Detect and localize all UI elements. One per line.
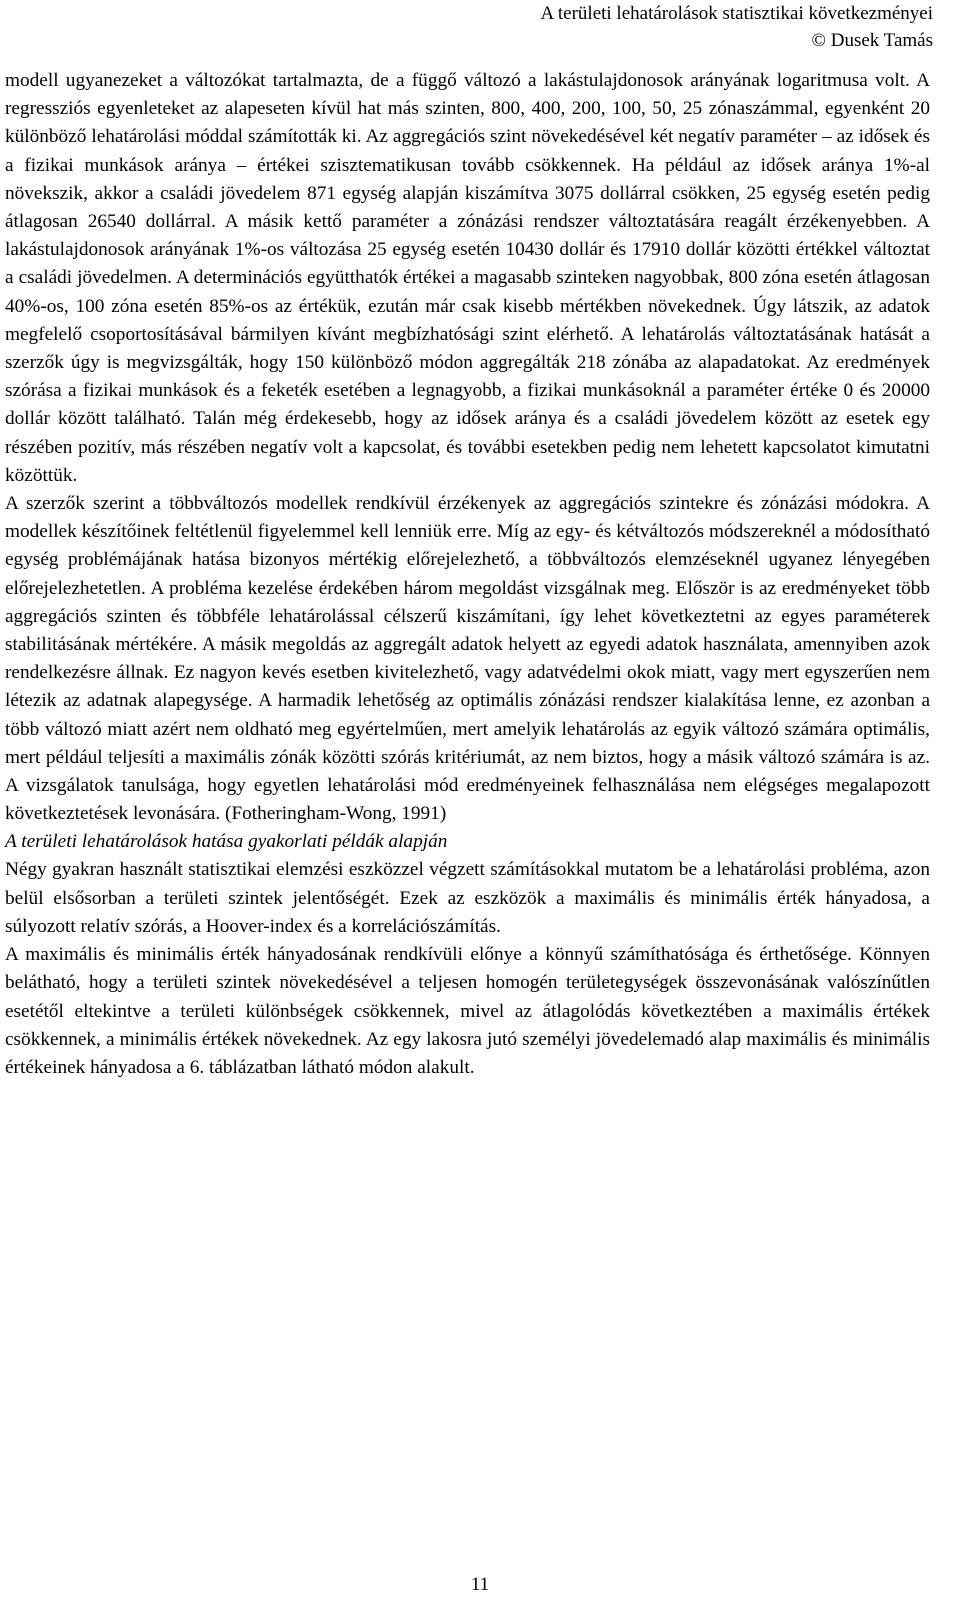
paragraph-3: Négy gyakran használt statisztikai elemzési eszközzel végzett számításokkal mutatom be a lehatárolási probléma, azon belül elsősorban a területi szintek jelentőségét. Ezek az eszközök a maximális és minimális érték hányadosa, a súlyozott relatív szórás, a Hoover-index és a korrelációszámítás. [5,859,930,937]
running-header [233,0,933,54]
body-text [5,67,930,1082]
paragraph-2: A szerzők szerint a többváltozós modellek rendkívül érzékenyek az aggregációs szintekre és zónázási módokra. A modellek készítőinek feltétlenül figyelemmel kell lenniük erre. Míg az egy- és kétváltozós módszereknél a módosítható egység problémájának hatása bizonyos mértékig előrejelezhető, a többváltozós elemzéseknél ugyanez lényegében előrejelezhetetlen. A probléma kezelése érdekében három megoldást vizsgálnak meg. Először is az eredményeket több aggregációs szinten és többféle lehatárolással célszerű kiszámítani, így lehet következtetni az egyes paraméterek stabilitásának mértékére. A másik megoldás az aggregált adatok helyett az egyedi adatok használata, amennyiben azok rendelkezésre állnak. Ez nagyon kevés esetben kivitelezhető, vagy adatvédelmi okok miatt, vagy mert egyszerűen nem létezik az adatnak alapegysége. A harmadik lehetőség az optimális zónázási rendszer kialakítása lenne, ez azonban a több változó miatt azért nem oldható meg egyértelműen, mert amelyik lehatárolás az egyik változó számára optimális, mert például teljesíti a maximális zónák közötti szórás kritériumát, az nem biztos, hogy a másik változó számára is az. A vizsgálatok tanulsága, hogy egyetlen lehatárolási mód eredményeinek felhasználása nem elégséges megalapozott következtetések levonására. (Fotheringham-Wong, 1991) [5,493,930,825]
paragraph-1: modell ugyanezeket a változókat tartalmazta, de a függő változó a lakástulajdonosok arányának logaritmusa volt. A regressziós egyenleteket az alapeseten kívül hat más szinten, 800, 400, 200, 100, 50, 25 zónaszámmal, egyenként 20 különböző lehatárolási móddal számították ki. Az aggregációs szint növekedésével két negatív paraméter – az idősek és a fizikai munkások aránya – értékei szisztematikusan tovább csökkennek. Ha például az idősek aránya 1%-al növekszik, akkor a családi jövedelem 871 egység alapján kiszámítva 3075 dollárral csökken, 25 egység esetén pedig átlagosan 26540 dollárral. A másik kettő paraméter a zónázási rendszer változtatására reagált érzékenyebben. A lakástulajdonosok arányának 1%-os változása 25 egység esetén 10430 dollár és 17910 dollár közötti értékkel változtat a családi jövedelmen. A determinációs együtthatók értékei a magasabb szinteken nagyobbak, 800 zóna esetén átlagosan 40%-os, 100 zóna esetén 85%-os az értékük, ezután már csak kisebb mértékben növekednek. Úgy látszik, az adatok megfelelő csoportosításával bármilyen kívánt megbízhatósági szint elérhető. A lehatárolás változtatásának hatását a szerzők úgy is megvizsgálták, hogy 150 különböző módon aggregálták 218 zónába az alapadatokat. Az eredmények szórása a fizikai munkások és a feketék esetében a legnagyobb, a fizikai munkásoknál a paraméter értéke 0 és 20000 dollár között található. Talán még érdekesebb, hogy az idősek aránya és a családi jövedelem között az esetek egy részében pozitív, más részében negatív volt a kapcsolat, és további esetekben pedig nem lehetett kapcsolatot kimutatni közöttük. [5,70,930,486]
header-title: A területi lehatárolások statisztikai következményei [540,3,933,24]
section-heading: A területi lehatárolások hatása gyakorlati példák alapján [5,831,448,853]
header-author: © Dusek Tamás [811,30,933,51]
page-number: 11 [470,1574,490,1595]
paragraph-4: A maximális és minimális érték hányadosának rendkívüli előnye a könnyű számíthatósága és érthetősége. Könnyen belátható, hogy a területi szintek növekedésével a teljesen homogén területegységek összevonásának valószínűtlen esetétől eltekintve a területi különbségek csökkennek, mivel az átlagolódás következtében a maximális értékek csökkennek, a minimális értékek növekednek. Az egy lakosra jutó személyi jövedelemadó alap maximális és minimális értékeinek hányadosa a 6. táblázatban látható módon alakult. [5,944,930,1078]
